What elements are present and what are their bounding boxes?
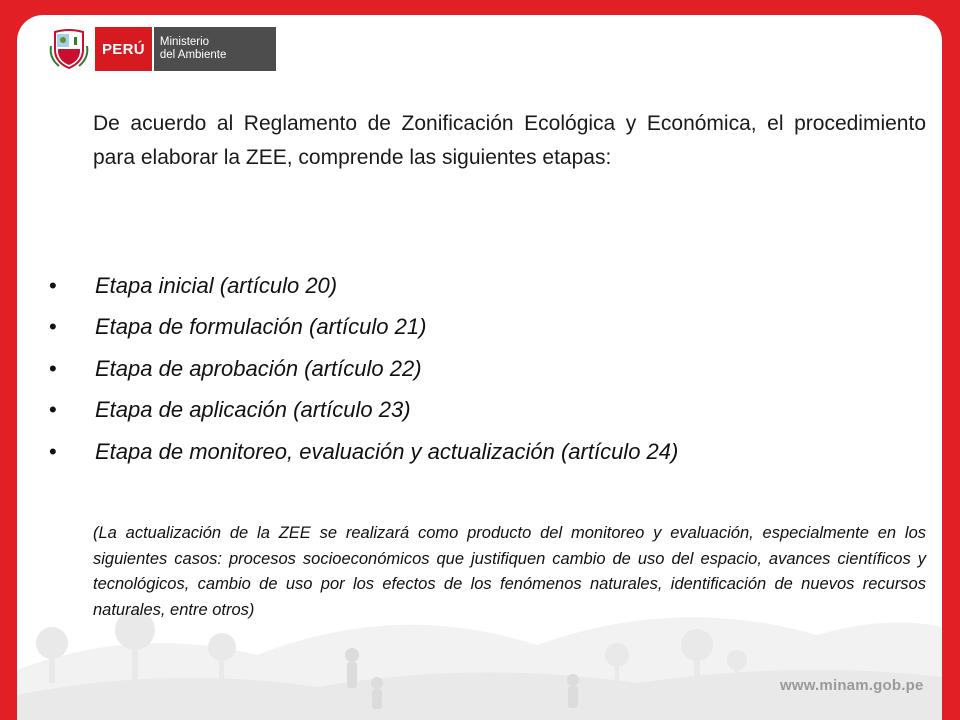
- website-url[interactable]: www.minam.gob.pe: [780, 677, 924, 694]
- note-paragraph: (La actualización de la ZEE se realizará como producto del monitoreo y evaluación, especialmente en los siguientes casos: procesos socioeconómicos que justifiquen cambio de uso del espacio, avances científicos y tecnológicos, cambio de uso por los efectos de los fenómenos naturales, identificación de nuevos recursos naturales, entre otros): [93, 524, 926, 619]
- list-item: [49, 265, 929, 307]
- list-item: [49, 431, 929, 473]
- peru-badge: PERÚ: [95, 27, 152, 71]
- stage-label: Etapa de aplicación (artículo 23): [95, 397, 411, 423]
- ministry-line-1: Ministerio: [159, 36, 210, 48]
- coat-of-arms-icon: [47, 27, 91, 71]
- list-item: [49, 348, 929, 390]
- bullet-icon: •: [49, 272, 57, 298]
- content-panel: [17, 15, 942, 720]
- bullet-icon: •: [49, 355, 57, 381]
- ministry-line-2: del Ambiente: [159, 49, 227, 61]
- list-item: [49, 390, 929, 432]
- intro-paragraph: De acuerdo al Reglamento de Zonificación Ecológica y Económica, el procedimiento para elaborar la ZEE, comprende las siguientes etapas:: [93, 112, 926, 169]
- stage-label: Etapa de monitoreo, evaluación y actualización (artículo 24): [95, 438, 679, 464]
- ministry-name: [154, 27, 277, 71]
- stage-label: Etapa de aprobación (artículo 22): [95, 355, 422, 381]
- list-item: [49, 307, 929, 349]
- stage-label: Etapa de formulación (artículo 21): [95, 314, 427, 340]
- bullet-icon: •: [49, 314, 57, 340]
- bullet-icon: •: [49, 397, 57, 423]
- stage-label: Etapa inicial (artículo 20): [95, 272, 338, 298]
- stages-list: [49, 265, 929, 473]
- ministry-logo: [47, 27, 276, 71]
- bullet-icon: •: [49, 438, 57, 464]
